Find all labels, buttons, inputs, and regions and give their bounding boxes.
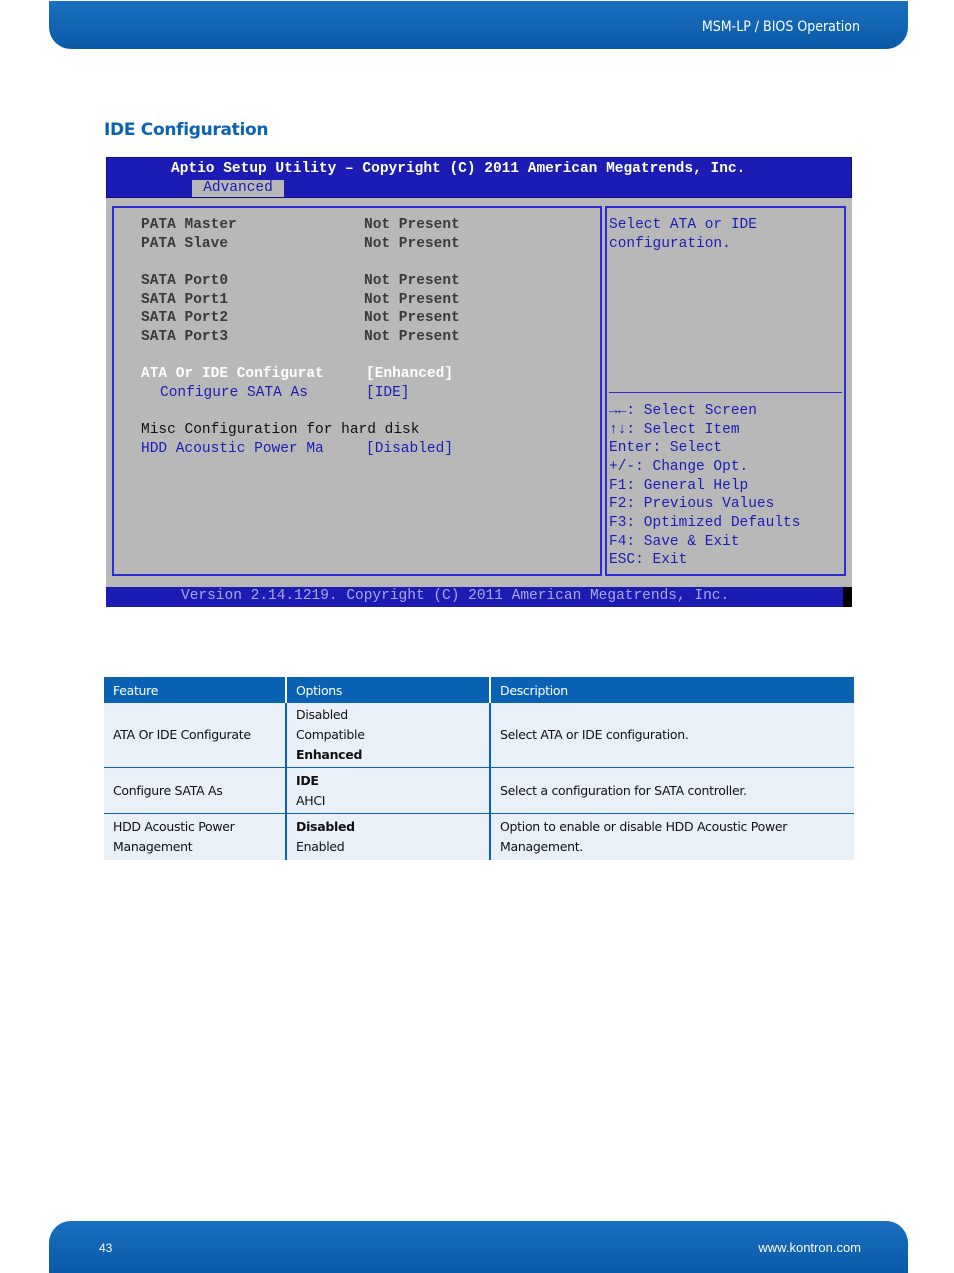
table-header-row	[104, 677, 854, 703]
feature-cell: ATA Or IDE Configurate	[104, 703, 286, 768]
bios-value-pata-slave: Not Present	[364, 236, 460, 252]
col-feature: Feature	[104, 677, 286, 703]
options-cell	[286, 768, 490, 814]
table-row	[104, 814, 854, 860]
bios-version: Version 2.14.1219. Copyright (C) 2011 American Megatrends, Inc.	[181, 588, 730, 604]
key-hint: F1: General Help	[609, 478, 749, 494]
feature-line: HDD Acoustic Power	[113, 818, 235, 834]
bios-value-sata-port3: Not Present	[364, 329, 460, 345]
col-options: Options	[286, 677, 490, 703]
key-hint: ↑↓: Select Item	[609, 422, 740, 438]
bios-option-hdd-acoustic[interactable]: HDD Acoustic Power Ma	[141, 441, 324, 457]
footer-url[interactable]: www.kontron.com	[758, 1240, 861, 1255]
bios-value-sata-port1: Not Present	[364, 292, 460, 308]
key-hint: F3: Optimized Defaults	[609, 515, 801, 531]
bios-corner	[843, 587, 852, 607]
feature-line: Management	[113, 838, 193, 854]
bios-settings-panel	[112, 206, 602, 576]
bios-option-ata-ide-config[interactable]: ATA Or IDE Configurat	[141, 366, 324, 382]
options-cell	[286, 814, 490, 860]
description-cell	[490, 814, 854, 860]
bios-label-sata-port3: SATA Port3	[141, 329, 229, 345]
page-number: 43	[99, 1241, 113, 1255]
help-text-line: configuration.	[609, 236, 731, 252]
option-value: Disabled	[296, 707, 348, 722]
section-title: IDE Configuration	[104, 120, 269, 140]
bios-value-sata-port2: Not Present	[364, 310, 460, 326]
bios-value-hdd-acoustic[interactable]: [Disabled]	[366, 441, 454, 457]
help-text-line: Select ATA or IDE	[609, 217, 757, 233]
bios-label-sata-port0: SATA Port0	[141, 273, 229, 289]
key-hint: →←: Select Screen	[609, 403, 757, 419]
table-row	[104, 703, 854, 768]
option-value-default: Enhanced	[296, 747, 363, 762]
bios-value-ata-ide-config[interactable]: [Enhanced]	[366, 366, 454, 382]
options-table	[104, 677, 854, 860]
bios-value-sata-port0: Not Present	[364, 273, 460, 289]
options-cell	[286, 703, 490, 768]
key-hint: ESC: Exit	[609, 552, 688, 568]
bios-label-sata-port2: SATA Port2	[141, 310, 229, 326]
description-line: Management.	[500, 838, 584, 854]
bios-screenshot	[106, 157, 852, 607]
bios-misc-heading: Misc Configuration for hard disk	[141, 422, 420, 438]
header-bar	[49, 1, 908, 49]
bios-title-bar	[106, 157, 852, 198]
option-value: Enabled	[296, 838, 345, 854]
feature-cell	[104, 814, 286, 860]
option-value: Compatible	[296, 727, 365, 742]
bios-label-sata-port1: SATA Port1	[141, 292, 229, 308]
description-cell: Select a configuration for SATA controller.	[490, 768, 854, 814]
description-cell: Select ATA or IDE configuration.	[490, 703, 854, 768]
description-line: Option to enable or disable HDD Acoustic Power	[500, 818, 788, 834]
key-hint: +/-: Change Opt.	[609, 459, 749, 475]
help-separator	[609, 392, 842, 393]
bios-value-configure-sata[interactable]: [IDE]	[366, 385, 410, 401]
key-hint: F4: Save & Exit	[609, 534, 740, 550]
key-hint: Enter: Select	[609, 440, 723, 456]
option-value-default: IDE	[296, 772, 319, 788]
option-value-default: Disabled	[296, 818, 355, 834]
bios-help-panel	[605, 206, 846, 576]
bios-title: Aptio Setup Utility – Copyright (C) 2011 American Megatrends, Inc.	[171, 161, 746, 177]
key-hint: F2: Previous Values	[609, 496, 775, 512]
bios-value-pata-master: Not Present	[364, 217, 460, 233]
tab-advanced[interactable]: Advanced	[192, 180, 284, 197]
bios-option-configure-sata[interactable]: Configure SATA As	[160, 385, 308, 401]
feature-cell: Configure SATA As	[104, 768, 286, 814]
col-description: Description	[490, 677, 854, 703]
table-row	[104, 768, 854, 814]
footer-bar	[49, 1221, 908, 1273]
bios-label-pata-slave: PATA Slave	[141, 236, 229, 252]
bios-version-bar	[106, 587, 852, 607]
option-value: AHCI	[296, 792, 326, 808]
bios-label-pata-master: PATA Master	[141, 217, 237, 233]
header-title: MSM-LP / BIOS Operation	[701, 19, 860, 35]
